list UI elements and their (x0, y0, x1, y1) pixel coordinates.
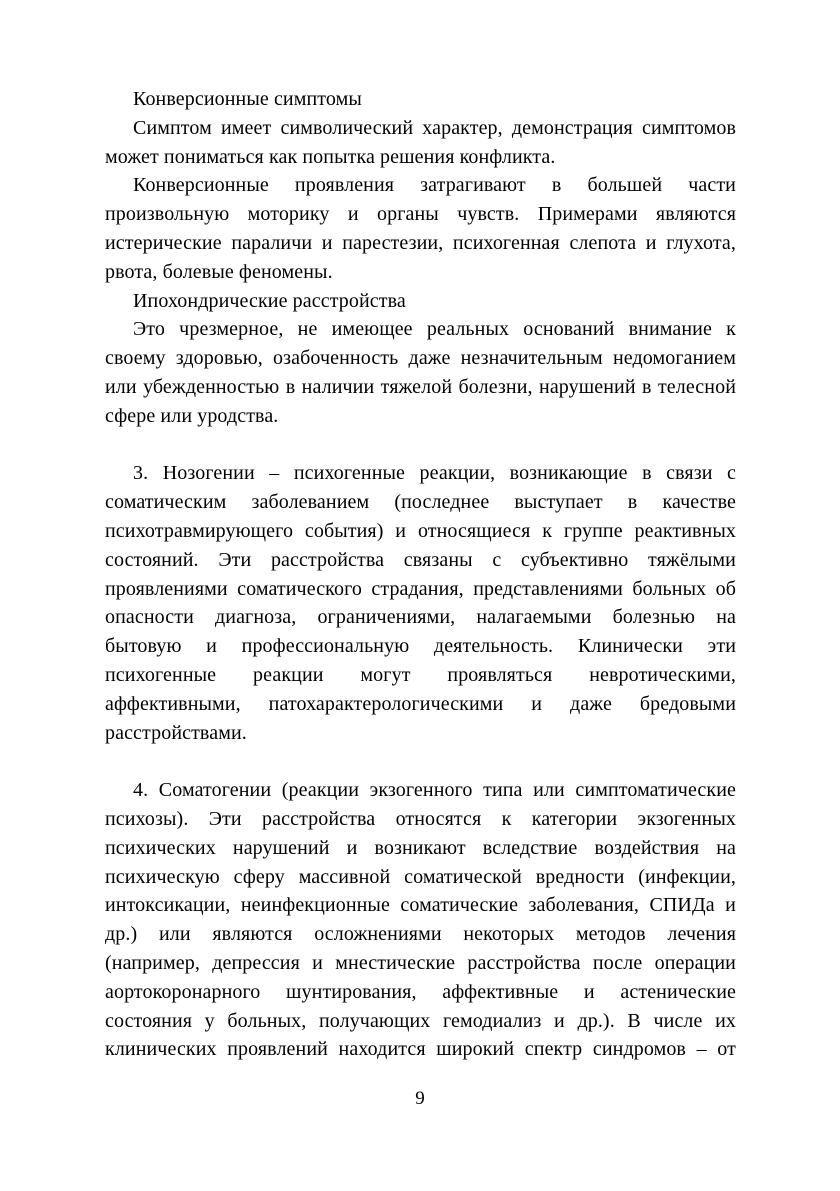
paragraph-somatogenies: 4. Соматогении (реакции экзогенного типа или симптоматические психозы). Эти расстройства относятся к категории экзогенных психических нарушений и возникают вследствие воздействия на психическую сферу массивной соматической вредности (инфекции, интоксикации, неинфекционные соматические заболевания, СПИДа и др.) или являются осложнениями некоторых методов лечения (например, депрессия и мнестические расстройства после операции аортокоронарного шунтирования, аффективные и астенические состояния у больных, получающих гемодиализ и др.). В числе их клинических проявлений находится широкий спектр синдромов – от (105, 779, 736, 1061)
paragraph-hypochondria-definition: Это чрезмерное, не имеющее реальных оснований внимание к своему здоровью, озабоченность даже незначительным недомоганием или убежденностью в наличии тяжелой болезни, нарушений в телесной сфере или уродства. (105, 318, 736, 427)
paragraph-conversion-manifestations: Конверсионные проявления затрагивают в большей части произвольную моторику и органы чувств. Примерами являются истерические параличи и парестезии, психогенная слепота и глухота, рвота, болевые феномены. (105, 174, 736, 283)
paragraph-nosogenies: 3. Нозогении – психогенные реакции, возникающие в связи с соматическим заболеванием (последнее выступает в качестве психотравмирующего события) и относящиеся к группе реактивных состояний. Эти расстройства связаны с субъективно тяжёлыми проявлениями соматического страдания, представлениями больных об опасности диагноза, ограничениями, налагаемыми болезнью на бытовую и профессиональную деятельность. Клинически эти психогенные реакции могут проявляться невротическими, аффективными, патохарактерологическими и даже бредовыми расстройствами. (105, 462, 736, 744)
subheading-hypochondriac-disorders: Ипохондрические расстройства (133, 289, 406, 312)
text-block (105, 85, 736, 1064)
page-number: 9 (415, 1088, 425, 1109)
subheading-conversion-symptoms: Конверсионные симптомы (133, 88, 362, 110)
paragraph-conversion-symptom-meaning: Симптом имеет символический характер, демонстрация симптомов может пониматься как попытка решения конфликта. (105, 116, 736, 168)
